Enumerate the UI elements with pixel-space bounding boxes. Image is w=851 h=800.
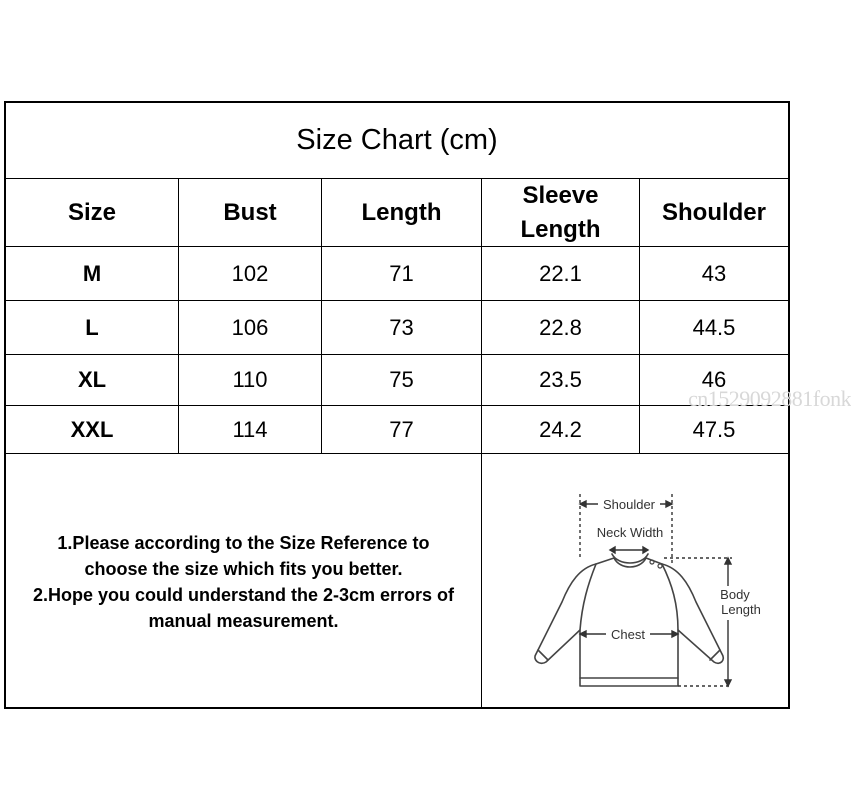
neck-width-label: Neck Width xyxy=(596,525,664,540)
bust-cell: 106 xyxy=(231,314,269,340)
length-cell: 73 xyxy=(389,314,414,340)
arrow-down-icon xyxy=(725,680,731,686)
bust-cell: 110 xyxy=(232,367,268,392)
chest-label: Chest xyxy=(611,627,645,642)
header-sleeve-length: Sleeve Length xyxy=(520,181,601,243)
length-cell: 71 xyxy=(389,260,414,286)
measurement-diagram xyxy=(482,454,788,709)
size-cell: XXL xyxy=(70,416,114,442)
arrow-left-icon xyxy=(580,501,586,507)
header-bust: Bust xyxy=(223,198,277,226)
header-size: Size xyxy=(67,198,117,226)
length-cell: 77 xyxy=(389,416,414,442)
note-line: 1.Please according to the Size Reference to xyxy=(57,532,430,553)
watermark: cn1529092881fonk xyxy=(688,386,851,411)
chart-title: Size Chart (cm) xyxy=(296,124,498,156)
shoulder-label: Shoulder xyxy=(602,497,656,512)
arrow-right-icon xyxy=(672,631,678,637)
shoulder-cell: 47.5 xyxy=(692,416,736,442)
button-icon xyxy=(650,560,654,564)
note-line: manual measurement. xyxy=(148,610,339,631)
header-length: Length xyxy=(361,198,442,226)
header-shoulder: Shoulder xyxy=(661,198,766,226)
cuff xyxy=(710,650,720,660)
note-line: 2.Hope you could understand the 2-3cm errors of xyxy=(32,584,455,605)
sleeve-length-cell: 24.2 xyxy=(539,416,582,442)
cuff xyxy=(538,650,548,660)
arrow-right-icon xyxy=(666,501,672,507)
size-chart-table xyxy=(4,101,790,709)
arrow-right-icon xyxy=(643,547,648,553)
shoulder-cell: 44.5 xyxy=(692,314,736,340)
sleeve-seam xyxy=(580,564,596,630)
shoulder-cell: 43 xyxy=(701,260,727,286)
button-icon xyxy=(658,564,662,568)
bust-cell: 114 xyxy=(232,416,268,442)
sleeve-length-cell: 22.8 xyxy=(539,314,582,340)
size-cell: XL xyxy=(77,367,107,392)
sweater-outline xyxy=(535,558,723,686)
size-cell: M xyxy=(82,260,102,286)
sleeve-length-cell: 22.1 xyxy=(539,260,582,286)
arrow-up-icon xyxy=(725,558,731,564)
arrow-left-icon xyxy=(580,631,586,637)
arrow-left-icon xyxy=(610,547,615,553)
length-cell: 75 xyxy=(389,367,414,392)
body-length-label: Length xyxy=(721,602,761,617)
sleeve-length-cell: 23.5 xyxy=(539,367,582,392)
size-notes xyxy=(6,454,481,709)
note-line: choose the size which fits you better. xyxy=(84,558,403,579)
body-length-label: Body xyxy=(720,587,750,602)
sleeve-seam xyxy=(662,564,678,630)
bust-cell: 102 xyxy=(231,260,269,286)
shoulder-cell: 46 xyxy=(701,367,727,392)
size-cell: L xyxy=(85,314,99,340)
